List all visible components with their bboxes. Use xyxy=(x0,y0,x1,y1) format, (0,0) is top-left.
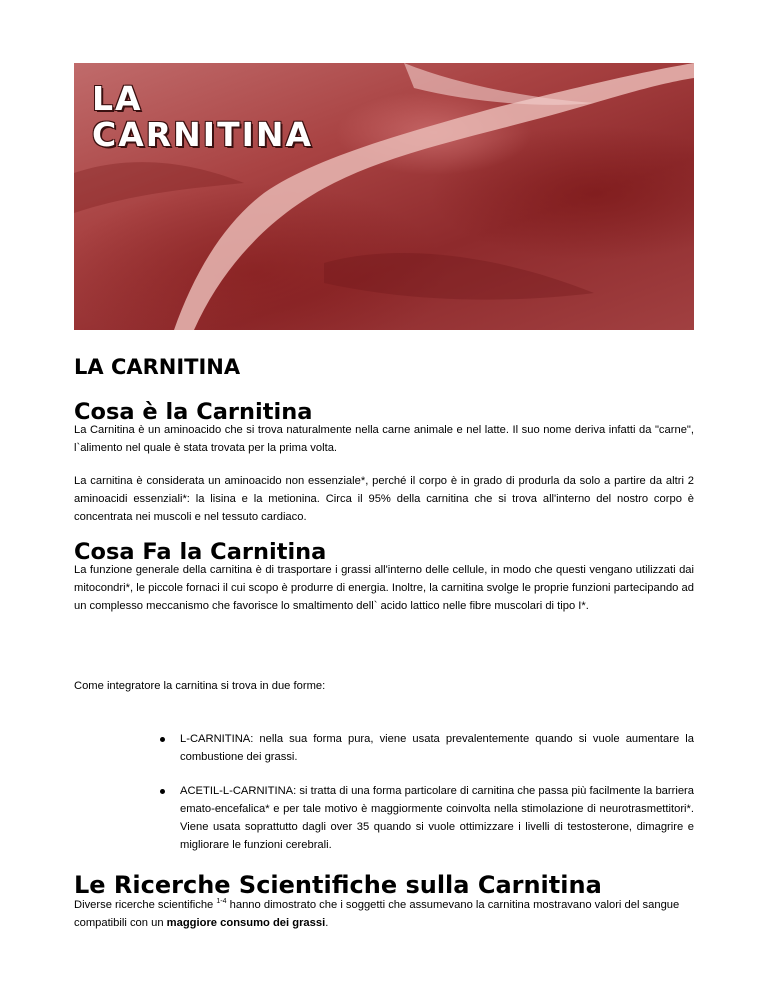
section-heading-cosa-e: Cosa è la Carnitina xyxy=(74,399,313,425)
section-heading-ricerche: Le Ricerche Scientifiche sulla Carnitina xyxy=(74,871,602,899)
paragraph: Come integratore la carnitina si trova in due forme: xyxy=(74,680,326,692)
emphasis-text: maggiore consumo dei grassi xyxy=(166,917,326,929)
forms-list xyxy=(160,730,694,870)
list-item xyxy=(160,782,694,854)
text-span: hanno dimostrato che i soggetti che assumevano la carnitina mostravano valori del sangue compatibili con un xyxy=(74,899,680,929)
list-item-text: L-CARNITINA: nella sua forma pura, viene usata prevalentemente quando si vuole aumentare la combustione dei grassi. xyxy=(180,733,694,763)
section-heading-cosa-fa: Cosa Fa la Carnitina xyxy=(74,539,327,565)
list-item-text: ACETIL-L-CARNITINA: si tratta di una forma particolare di carnitina che passa più facilmente la barriera emato-encefalica* e per tale motivo è maggiormente coinvolta nella stimolazione di neurotrasmettitori*. Viene usata soprattutto dagli over 35 quando si vuole ottimizzare i livelli di testosterone, dimagrire e migliorare le funzioni cerebrali. xyxy=(180,785,694,851)
text-span: . xyxy=(325,917,329,929)
hero-title: LA CARNITINA xyxy=(92,79,314,154)
paragraph xyxy=(74,896,694,932)
list-item xyxy=(160,730,694,766)
paragraph: La carnitina è considerata un aminoacido non essenziale*, perché il corpo è in grado di produrla da solo a partire da altri 2 aminoacidi essenziali*: la lisina e la metionina. Circa il 95% della carnitina che si trova all'interno del nostro corpo è concentrata nei muscoli e nel tessuto cardiaco. xyxy=(74,475,694,523)
hero-image xyxy=(74,63,694,330)
bullet-icon xyxy=(160,789,165,794)
reference-number: 1-4 xyxy=(216,898,227,905)
text-span: Diverse ricerche scientifiche xyxy=(74,899,214,911)
paragraph: La Carnitina è un aminoacido che si trova naturalmente nella carne animale e nel latte. Il suo nome deriva infatti da "carne", l`alimento nel quale è stata trovata per la prima volta. xyxy=(74,424,694,454)
paragraph: La funzione generale della carnitina è di trasportare i grassi all'interno delle cellule, in modo che questi vengano utilizzati dai mitocondri*, le piccole fornaci il cui scopo è produrre di energia. Inoltre, la carnitina svolge le proprie funzioni partecipando ad un complesso meccanismo che favorisce lo smaltimento dell` acido lattico nelle fibre muscolari di tipo I*. xyxy=(74,564,694,612)
bullet-icon xyxy=(160,737,165,742)
page-title: LA CARNITINA xyxy=(74,355,241,379)
